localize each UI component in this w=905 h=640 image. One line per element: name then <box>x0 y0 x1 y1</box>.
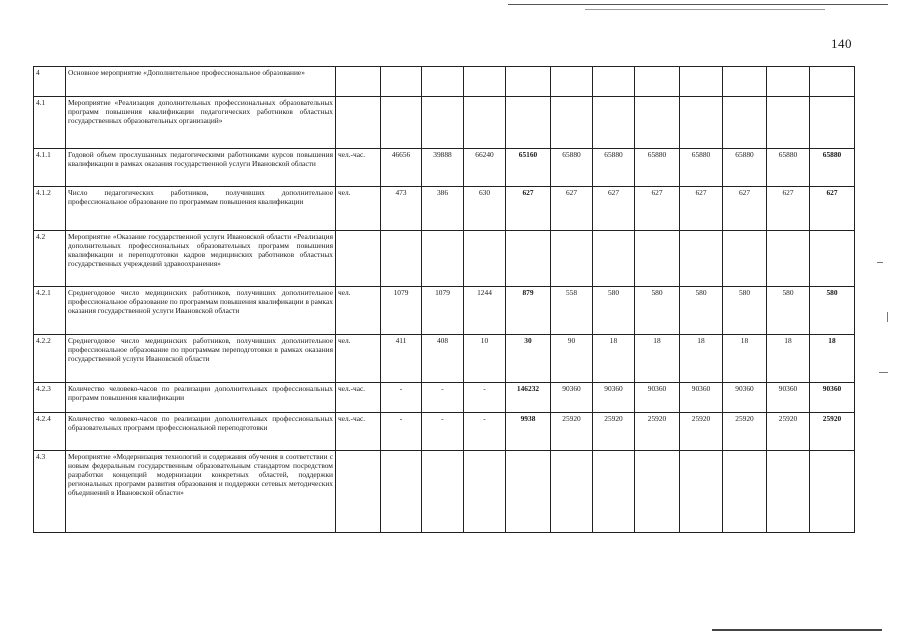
scan-speck <box>887 312 888 322</box>
row-unit <box>336 97 381 149</box>
value-cell <box>635 67 680 97</box>
value-cell <box>551 97 593 149</box>
row-description: Годовой объем прослушанных педагогическими работниками курсов повышения квалификации в рамках оказания государственной услуги Ивановской области <box>66 149 336 187</box>
value-cell: 408 <box>422 335 464 383</box>
value-cell <box>551 67 593 97</box>
value-cell: - <box>381 413 422 451</box>
value-cell: 1244 <box>464 287 506 335</box>
value-cell: 627 <box>635 187 680 231</box>
value-cell: 25920 <box>635 413 680 451</box>
value-cell: 146232 <box>506 383 551 413</box>
row-unit: чел.-час. <box>336 383 381 413</box>
value-cell: 65880 <box>810 149 855 187</box>
value-cell: 1079 <box>422 287 464 335</box>
row-unit: чел. <box>336 287 381 335</box>
value-cell <box>723 67 767 97</box>
value-cell: 879 <box>506 287 551 335</box>
table-row <box>34 413 855 451</box>
value-cell: 25920 <box>680 413 723 451</box>
value-cell <box>635 451 680 533</box>
table-body <box>34 67 855 533</box>
value-cell: 627 <box>593 187 635 231</box>
value-cell: 580 <box>593 287 635 335</box>
value-cell: - <box>422 383 464 413</box>
value-cell <box>810 231 855 287</box>
value-cell <box>464 451 506 533</box>
value-cell <box>422 97 464 149</box>
scan-edge-line-bottom <box>712 629 882 631</box>
row-number: 4.2.2 <box>34 335 66 383</box>
row-number: 4.1.1 <box>34 149 66 187</box>
value-cell: 627 <box>767 187 810 231</box>
value-cell: 25920 <box>551 413 593 451</box>
value-cell: 66240 <box>464 149 506 187</box>
value-cell: 18 <box>810 335 855 383</box>
value-cell <box>767 67 810 97</box>
value-cell <box>810 67 855 97</box>
value-cell: 90 <box>551 335 593 383</box>
table-row <box>34 67 855 97</box>
value-cell: 90360 <box>635 383 680 413</box>
row-description: Мероприятие «Реализация дополнительных профессиональных образовательных программ повышения квалификации педагогических работников областных государственных образовательных организаций» <box>66 97 336 149</box>
table-row <box>34 149 855 187</box>
value-cell <box>723 451 767 533</box>
value-cell <box>422 67 464 97</box>
value-cell: 65880 <box>767 149 810 187</box>
value-cell <box>551 231 593 287</box>
value-cell: 65880 <box>680 149 723 187</box>
row-description: Среднегодовое число медицинских работников, получивших дополнительное профессиональное образование по программам повышения квалификации в рамках оказания государственной услуги Ивановской области <box>66 287 336 335</box>
value-cell: 10 <box>464 335 506 383</box>
value-cell: 39888 <box>422 149 464 187</box>
row-unit <box>336 231 381 287</box>
value-cell: 18 <box>767 335 810 383</box>
value-cell: 65880 <box>723 149 767 187</box>
value-cell: - <box>464 413 506 451</box>
value-cell <box>464 97 506 149</box>
row-number: 4.2.4 <box>34 413 66 451</box>
value-cell: 630 <box>464 187 506 231</box>
row-number: 4.1.2 <box>34 187 66 231</box>
value-cell <box>810 451 855 533</box>
value-cell <box>680 97 723 149</box>
value-cell: 18 <box>723 335 767 383</box>
scan-speck <box>877 262 883 263</box>
value-cell: 30 <box>506 335 551 383</box>
scan-edge-line-top <box>508 4 888 5</box>
value-cell: 627 <box>506 187 551 231</box>
value-cell <box>767 97 810 149</box>
table-row <box>34 231 855 287</box>
row-description: Мероприятие «Модернизация технологий и содержания обучения в соответствии с новым федеральным государственным образовательным стандартом посредством разработки концепций модернизации конкретных областей, поддержки региональных программ развития образования и поддержки сетевых методических объединений в Ивановской области» <box>66 451 336 533</box>
value-cell: 558 <box>551 287 593 335</box>
value-cell <box>422 231 464 287</box>
row-description: Число педагогических работников, получивших дополнительное профессиональное образование по программам повышения квалификации <box>66 187 336 231</box>
value-cell <box>506 451 551 533</box>
value-cell <box>593 231 635 287</box>
table-row <box>34 97 855 149</box>
row-number: 4.2.3 <box>34 383 66 413</box>
value-cell <box>551 451 593 533</box>
value-cell <box>506 231 551 287</box>
row-number: 4.1 <box>34 97 66 149</box>
value-cell: 627 <box>680 187 723 231</box>
value-cell: 473 <box>381 187 422 231</box>
value-cell: 411 <box>381 335 422 383</box>
table-row <box>34 383 855 413</box>
value-cell: 386 <box>422 187 464 231</box>
value-cell: 25920 <box>593 413 635 451</box>
row-description: Количество человеко-часов по реализации дополнительных профессиональных образовательных программ профессиональной переподготовки <box>66 413 336 451</box>
table-row <box>34 187 855 231</box>
row-unit <box>336 451 381 533</box>
value-cell: 90360 <box>767 383 810 413</box>
value-cell: 90360 <box>680 383 723 413</box>
value-cell: 18 <box>635 335 680 383</box>
value-cell <box>680 231 723 287</box>
value-cell: 18 <box>680 335 723 383</box>
row-description: Количество человеко-часов по реализации дополнительных профессиональных программ повышения квалификации <box>66 383 336 413</box>
indicator-table <box>33 66 855 533</box>
value-cell <box>381 231 422 287</box>
value-cell: 65880 <box>635 149 680 187</box>
value-cell <box>381 97 422 149</box>
value-cell: - <box>422 413 464 451</box>
row-number: 4.3 <box>34 451 66 533</box>
row-unit: чел.-час. <box>336 149 381 187</box>
row-unit: чел. <box>336 335 381 383</box>
page-number: 140 <box>831 36 852 51</box>
row-number: 4.2 <box>34 231 66 287</box>
value-cell <box>635 97 680 149</box>
value-cell: 627 <box>810 187 855 231</box>
value-cell <box>635 231 680 287</box>
row-description: Основное мероприятие «Дополнительное профессиональное образование» <box>66 67 336 97</box>
value-cell: 580 <box>810 287 855 335</box>
value-cell <box>381 451 422 533</box>
value-cell: 90360 <box>551 383 593 413</box>
value-cell: 580 <box>723 287 767 335</box>
table-row <box>34 287 855 335</box>
value-cell: 580 <box>680 287 723 335</box>
value-cell <box>593 67 635 97</box>
value-cell: 90360 <box>593 383 635 413</box>
value-cell: 18 <box>593 335 635 383</box>
value-cell: - <box>381 383 422 413</box>
value-cell <box>723 97 767 149</box>
value-cell <box>506 97 551 149</box>
table-row <box>34 335 855 383</box>
value-cell: 25920 <box>810 413 855 451</box>
value-cell <box>381 67 422 97</box>
value-cell: 65880 <box>551 149 593 187</box>
value-cell: 1079 <box>381 287 422 335</box>
value-cell: 25920 <box>767 413 810 451</box>
value-cell <box>767 231 810 287</box>
value-cell: 580 <box>635 287 680 335</box>
row-unit: чел. <box>336 187 381 231</box>
table-row <box>34 451 855 533</box>
value-cell: 25920 <box>723 413 767 451</box>
value-cell <box>593 97 635 149</box>
scan-speck <box>879 372 888 373</box>
value-cell <box>810 97 855 149</box>
value-cell: 580 <box>767 287 810 335</box>
row-number: 4 <box>34 67 66 97</box>
value-cell <box>506 67 551 97</box>
value-cell <box>680 67 723 97</box>
row-number: 4.2.1 <box>34 287 66 335</box>
value-cell <box>767 451 810 533</box>
value-cell: 46656 <box>381 149 422 187</box>
row-unit: чел.-час. <box>336 413 381 451</box>
value-cell: 9938 <box>506 413 551 451</box>
scan-edge-line-top-2 <box>585 9 825 10</box>
value-cell <box>593 451 635 533</box>
value-cell: 65880 <box>593 149 635 187</box>
value-cell <box>464 67 506 97</box>
row-description: Мероприятие «Оказание государственной услуги Ивановской области «Реализация дополнительных профессиональных образовательных программ повышения квалификации и переподготовки кадров медицинских работников областных государственных учреждений здравоохранения» <box>66 231 336 287</box>
value-cell <box>464 231 506 287</box>
value-cell: 627 <box>551 187 593 231</box>
row-unit <box>336 67 381 97</box>
value-cell <box>723 231 767 287</box>
value-cell: 90360 <box>810 383 855 413</box>
value-cell: - <box>464 383 506 413</box>
value-cell <box>680 451 723 533</box>
value-cell: 627 <box>723 187 767 231</box>
indicator-table-wrap <box>33 66 855 533</box>
value-cell <box>422 451 464 533</box>
value-cell: 65160 <box>506 149 551 187</box>
value-cell: 90360 <box>723 383 767 413</box>
row-description: Среднегодовое число медицинских работников, получивших дополнительное профессиональное образование по программам переподготовки в рамках оказания государственной услуги Ивановской области <box>66 335 336 383</box>
